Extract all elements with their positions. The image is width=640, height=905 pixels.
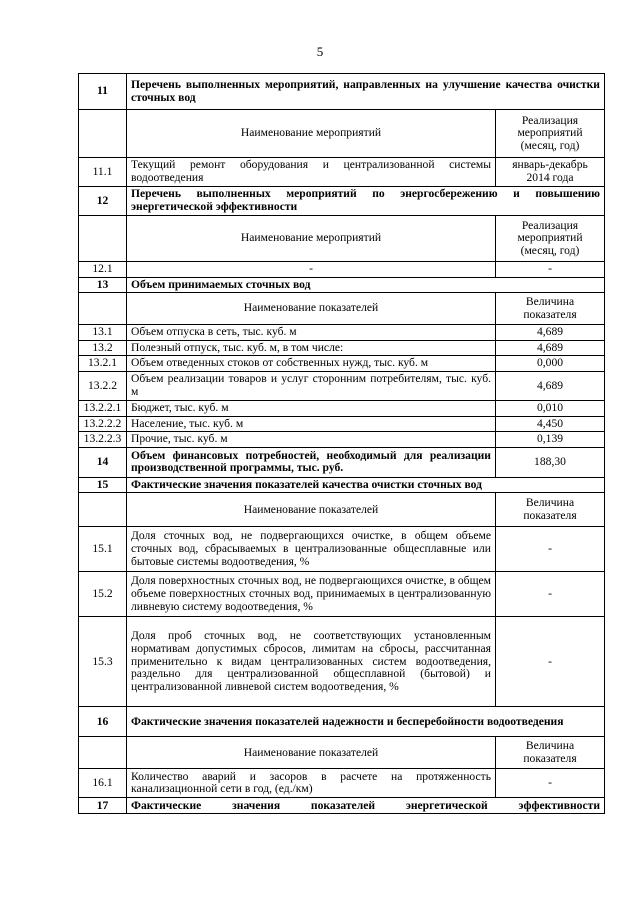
table-row [79, 416, 605, 432]
row-name: - [127, 262, 496, 278]
row-number: 16.1 [79, 769, 127, 798]
row-number: 13.2.2 [79, 371, 127, 400]
section-title: Перечень выполненных мероприятий по энергосбережению и повышению энергетической эффективности [127, 187, 605, 216]
column-header-value: Реализация мероприятий (месяц, год) [496, 216, 605, 262]
row-name: Объем реализации товаров и услуг сторонним потребителям, тыс. куб. м [127, 371, 496, 400]
section-title: Фактические значения показателей энергетической эффективности [127, 798, 605, 814]
row-value: 0,010 [496, 400, 605, 416]
indicators-table [78, 73, 605, 814]
row-value: 4,450 [496, 416, 605, 432]
row-number: 13.2.2.1 [79, 400, 127, 416]
row-number [79, 110, 127, 158]
row-name: Доля проб сточных вод, не соответствующих установленным нормативам допустимых сбросов, лимитам на сбросы, рассчитанная применительно к видам централизованных систем водоотведения, раздельно для централизованной общесплавной (бытовой) и централизованной ливневой систем водоотведения, % [127, 617, 496, 707]
table-row [79, 400, 605, 416]
row-number [79, 737, 127, 769]
table-row [79, 527, 605, 572]
column-header-row [79, 216, 605, 262]
row-value: январь-декабрь 2014 года [496, 158, 605, 187]
table-row [79, 158, 605, 187]
row-name: Население, тыс. куб. м [127, 416, 496, 432]
row-number: 13.2.2.2 [79, 416, 127, 432]
table-row [79, 432, 605, 448]
row-value: 4,689 [496, 371, 605, 400]
column-header-name: Наименование показателей [127, 737, 496, 769]
row-number: 17 [79, 798, 127, 814]
section-row [79, 477, 605, 493]
table-row [79, 325, 605, 341]
row-name: Объем финансовых потребностей, необходимый для реализации производственной программы, тыс. руб. [127, 447, 496, 477]
page-number: 5 [316, 44, 324, 59]
row-number: 15 [79, 477, 127, 493]
column-header-value: Величина показателя [496, 293, 605, 325]
section-title: Объем принимаемых сточных вод [127, 277, 605, 293]
row-number: 14 [79, 447, 127, 477]
indicators-table-body [79, 74, 605, 814]
row-value: 0,139 [496, 432, 605, 448]
row-number: 13.2.1 [79, 356, 127, 372]
row-name: Доля поверхностных сточных вод, не подвергающихся очистке, в общем объеме поверхностных сточных вод, принимаемых в централизованную ливневую систему водоотведения, % [127, 572, 496, 617]
row-number: 16 [79, 707, 127, 737]
column-header-value: Величина показателя [496, 737, 605, 769]
row-value: 4,689 [496, 325, 605, 341]
column-header-row [79, 737, 605, 769]
row-name: Бюджет, тыс. куб. м [127, 400, 496, 416]
column-header-name: Наименование показателей [127, 493, 496, 527]
section-title: Фактические значения показателей качества очистки сточных вод [127, 477, 605, 493]
row-number: 12.1 [79, 262, 127, 278]
row-name: Полезный отпуск, тыс. куб. м, в том числе: [127, 340, 496, 356]
row-number [79, 216, 127, 262]
column-header-name: Наименование мероприятий [127, 216, 496, 262]
table-row [79, 447, 605, 477]
row-number: 11 [79, 74, 127, 110]
row-number: 13 [79, 277, 127, 293]
table-row [79, 371, 605, 400]
row-value: 0,000 [496, 356, 605, 372]
section-title: Фактические значения показателей надежности и бесперебойности водоотведения [127, 707, 605, 737]
column-header-row [79, 493, 605, 527]
row-number: 13.2.2.3 [79, 432, 127, 448]
column-header-value: Реализация мероприятий (месяц, год) [496, 110, 605, 158]
table-row [79, 572, 605, 617]
row-name: Количество аварий и засоров в расчете на протяженность канализационной сети в год, (ед./км) [127, 769, 496, 798]
table-row [79, 769, 605, 798]
row-number: 15.3 [79, 617, 127, 707]
section-row [79, 187, 605, 216]
table-row [79, 340, 605, 356]
row-number [79, 293, 127, 325]
column-header-row [79, 110, 605, 158]
row-name: Объем отпуска в сеть, тыс. куб. м [127, 325, 496, 341]
row-value: - [496, 617, 605, 707]
row-name: Объем отведенных стоков от собственных нужд, тыс. куб. м [127, 356, 496, 372]
table-row [79, 617, 605, 707]
table-row [79, 262, 605, 278]
row-name: Доля сточных вод, не подвергающихся очистке, в общем объеме сточных вод, сбрасываемых в централизованные общесплавные или бытовые системы водоотведения, % [127, 527, 496, 572]
row-value: - [496, 572, 605, 617]
section-row [79, 74, 605, 110]
row-value: 4,689 [496, 340, 605, 356]
row-value: 188,30 [496, 447, 605, 477]
row-number: 15.2 [79, 572, 127, 617]
row-number: 13.1 [79, 325, 127, 341]
column-header-row [79, 293, 605, 325]
row-value: - [496, 262, 605, 278]
section-row [79, 798, 605, 814]
row-number: 15.1 [79, 527, 127, 572]
row-number: 13.2 [79, 340, 127, 356]
section-row [79, 707, 605, 737]
section-row [79, 277, 605, 293]
row-number: 11.1 [79, 158, 127, 187]
row-value: - [496, 527, 605, 572]
row-name: Прочие, тыс. куб. м [127, 432, 496, 448]
column-header-value: Величина показателя [496, 493, 605, 527]
row-value: - [496, 769, 605, 798]
section-title: Перечень выполненных мероприятий, направленных на улучшение качества очистки сточных вод [127, 74, 605, 110]
column-header-name: Наименование мероприятий [127, 110, 496, 158]
row-name: Текущий ремонт оборудования и централизованной системы водоотведения [127, 158, 496, 187]
row-number [79, 493, 127, 527]
column-header-name: Наименование показателей [127, 293, 496, 325]
row-number: 12 [79, 187, 127, 216]
table-row [79, 356, 605, 372]
